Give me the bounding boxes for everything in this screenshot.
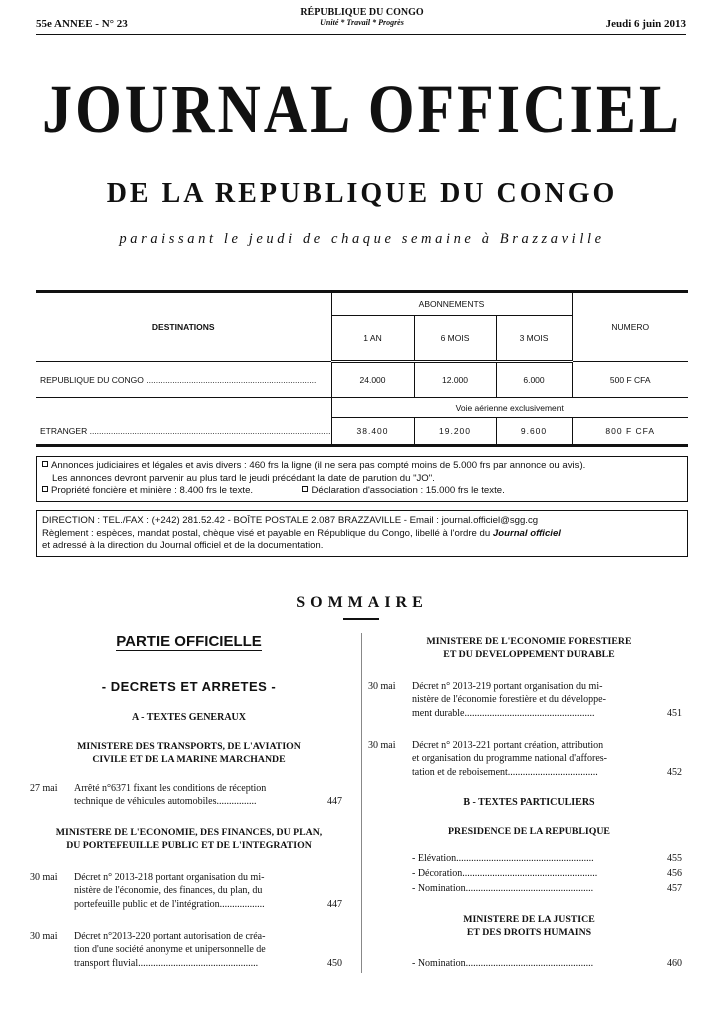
sommaire-rule: [343, 618, 379, 620]
etranger-3mois: 9.600: [496, 418, 572, 446]
journal-officiel-label: Journal officiel: [492, 527, 561, 539]
list-item: 30 mai Décret n° 2013-219 portant organisation du mi- nistère de l'économie forestière et du développe- ment durable.................................................... 451: [368, 681, 682, 719]
journal-tagline: paraissant le jeudi de chaque semaine à Brazzaville: [119, 231, 605, 247]
spacer-cell: [36, 398, 331, 418]
page-number: 447: [327, 898, 342, 910]
period-3mois: 3 MOIS: [496, 316, 572, 362]
square-bullet-icon: [42, 486, 48, 492]
page-number: 455: [667, 853, 682, 864]
page-number: 460: [667, 958, 682, 969]
notice-line-2: Les annonces devront parvenir au plus tard le jeudi précédant la date de parution du "JO".: [52, 472, 435, 484]
list-item: 27 mai Arrêté n°6371 fixant les conditions de réception technique de véhicules automobiles................ 447: [30, 783, 342, 808]
notice-line-1: Annonces judiciaires et légales et avis divers : 460 frs la ligne (il ne sera pas compté moins de 5.000 frs par annonce ou avis).: [42, 460, 682, 473]
sommaire-title: SOMMAIRE: [296, 594, 428, 611]
textes-particuliers-heading: B - TEXTES PARTICULIERS: [463, 797, 595, 808]
abonnements-header: ABONNEMENTS: [331, 292, 572, 316]
etranger-6mois: 19.200: [414, 418, 496, 446]
page-number: 447: [327, 796, 342, 808]
congo-6mois: 12.000: [414, 362, 496, 398]
list-item: - Nomination................................................... 460: [412, 958, 682, 969]
period-6mois: 6 MOIS: [414, 316, 496, 362]
right-column: [368, 633, 690, 973]
square-bullet-icon: [42, 461, 48, 467]
direction-box: [36, 510, 688, 557]
motto: Unité * Travail * Progrès: [320, 18, 404, 27]
dest-congo: REPUBLIQUE DU CONGO ........................................................................: [36, 362, 331, 398]
subscription-table: [36, 290, 688, 447]
page-number: 456: [667, 868, 682, 879]
air-note: Voie aérienne exclusivement: [331, 398, 688, 418]
textes-generaux-heading: A - TEXTES GENERAUX: [131, 712, 246, 723]
journal-subtitle: DE LA REPUBLIQUE DU CONGO: [106, 178, 618, 209]
left-column: [30, 633, 348, 973]
list-item: 30 mai Décret n° 2013-221 portant création, attribution et organisation du programme national d'affores- tation et de reboisement.................................... 452: [368, 740, 682, 778]
column-divider: [361, 633, 362, 973]
page-number: 451: [667, 707, 682, 719]
square-bullet-icon: [302, 486, 308, 492]
page-number: 457: [667, 883, 682, 894]
direction-line-1: DIRECTION : TEL./FAX : (+242) 281.52.42 - BOÎTE POSTALE 2.087 BRAZZAVILLE - Email : journal.officiel@sgg.cg: [42, 515, 539, 526]
list-item: 30 mai Décret n°2013-220 portant autorisation de créa- tion d'une société anonyme et unipersonnelle de transport fluvial................................................ 450: [30, 931, 342, 969]
list-item: - Décoration...................................................... 456: [412, 868, 682, 879]
list-item: 30 mai Décret n° 2013-218 portant organisation du mi- nistère de l'économie, des finances, du plan, du portefeuille public et de l'intégration.................. 447: [30, 872, 342, 910]
period-1an: 1 AN: [331, 316, 414, 362]
direction-line-2: Règlement : espèces, mandat postal, chèque visé et payable en République du Congo, libellé à l'ordre du Journal officiel: [42, 527, 561, 539]
etranger-numero: 800 F CFA: [572, 418, 688, 446]
dest-etranger: ETRANGER ......................................................................................................: [36, 418, 331, 446]
congo-3mois: 6.000: [496, 362, 572, 398]
notice-line-3: Propriété foncière et minière : 8.400 frs le texte. Déclaration d'association : 15.000 frs le texte.: [42, 485, 682, 498]
numero-header: NUMERO: [572, 292, 688, 362]
issue-date: Jeudi 6 juin 2013: [605, 18, 686, 30]
notices-box: [36, 456, 688, 502]
list-item: - Nomination................................................... 457: [412, 883, 682, 894]
journal-title: JOURNAL OFFICIEL: [42, 71, 682, 148]
page-number: 452: [667, 766, 682, 778]
republic-label: RÉPUBLIQUE DU CONGO: [300, 7, 424, 18]
decrets-heading: - DECRETS ET ARRETES -: [101, 679, 277, 694]
section-heading-economie: MINISTERE DE L'ECONOMIE, DES FINANCES, DU PLAN, DU PORTEFEUILLE PUBLIC ET DE L'INTEGRATION: [55, 827, 323, 851]
header-rule: [36, 34, 686, 35]
edition-number: 55e ANNEE - N° 23: [36, 18, 128, 30]
section-heading-presidence: PRESIDENCE DE LA REPUBLIQUE: [448, 826, 610, 837]
congo-numero: 500 F CFA: [572, 362, 688, 398]
destinations-header: DESTINATIONS: [36, 292, 331, 362]
partie-officielle: PARTIE OFFICIELLE: [116, 633, 262, 650]
etranger-1an: 38.400: [331, 418, 414, 446]
section-heading-transports: MINISTERE DES TRANSPORTS, DE L'AVIATION CIVILE ET DE LA MARINE MARCHANDE: [77, 741, 301, 765]
direction-line-3: et adressé à la direction du Journal officiel et de la documentation.: [42, 540, 324, 552]
section-heading-justice: MINISTERE DE LA JUSTICE ET DES DROITS HUMAINS: [463, 914, 595, 938]
page-number: 450: [327, 957, 342, 969]
section-heading-forestiere: MINISTERE DE L'ECONOMIE FORESTIERE ET DU DEVELOPPEMENT DURABLE: [426, 636, 632, 660]
congo-1an: 24.000: [331, 362, 414, 398]
list-item: - Elévation....................................................... 455: [412, 853, 682, 864]
